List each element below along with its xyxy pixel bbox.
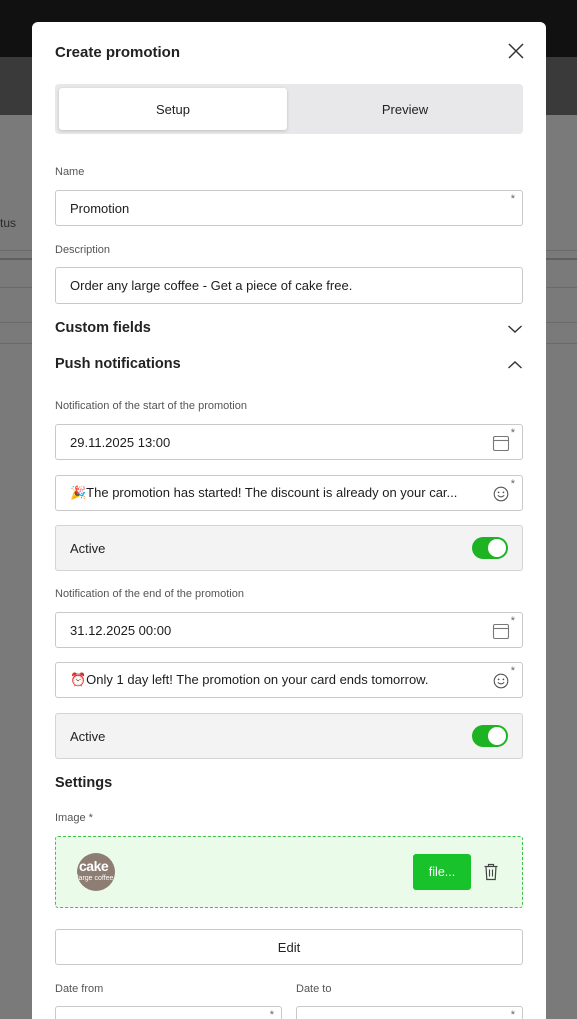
start-notification-label: Notification of the start of the promotion — [55, 400, 247, 412]
required-mark: * — [510, 1009, 515, 1019]
start-active-toggle[interactable] — [472, 537, 508, 559]
name-label: Name — [55, 166, 85, 178]
tab-preview[interactable]: Preview — [381, 101, 429, 117]
name-value: Promotion — [70, 200, 130, 216]
choose-file-button[interactable]: file... — [413, 854, 471, 890]
tabs — [55, 84, 523, 134]
image-thumbnail — [77, 853, 115, 891]
trash-icon[interactable] — [483, 863, 499, 881]
end-active-toggle[interactable] — [472, 725, 508, 747]
emoji-icon[interactable] — [492, 485, 510, 503]
required-mark: * — [510, 615, 515, 627]
image-thumbnail-text: cake — [79, 858, 109, 874]
end-date-field[interactable] — [55, 612, 523, 648]
toggle-knob — [488, 727, 506, 745]
chevron-down-icon[interactable] — [507, 321, 523, 337]
name-field[interactable] — [55, 190, 523, 226]
required-mark: * — [510, 427, 515, 439]
end-message-value: ⏰Only 1 day left! The promotion on your card ends tomorrow. — [70, 672, 429, 687]
required-mark: * — [510, 665, 515, 677]
required-mark: * — [510, 193, 515, 205]
tab-setup[interactable]: Setup — [59, 88, 287, 130]
description-label: Description — [55, 244, 111, 256]
create-promotion-modal — [32, 22, 546, 1019]
settings-title: Settings — [55, 775, 113, 791]
required-mark: * — [269, 1009, 274, 1019]
push-notifications-title[interactable]: Push notifications — [55, 356, 181, 372]
custom-fields-title[interactable]: Custom fields — [55, 320, 151, 336]
modal-title: Create promotion — [55, 44, 181, 61]
start-message-value: 🎉The promotion has started! The discount is already on your car... — [70, 485, 458, 500]
start-active-label: Active — [70, 540, 106, 556]
description-field[interactable] — [55, 267, 523, 304]
close-icon[interactable] — [507, 42, 525, 60]
image-label: Image * — [55, 812, 93, 824]
toggle-knob — [488, 539, 506, 557]
date-to-label: Date to — [296, 983, 332, 995]
calendar-icon[interactable] — [492, 622, 510, 640]
emoji-icon[interactable] — [492, 672, 510, 690]
image-thumbnail-subtext: large coffee — [77, 875, 114, 882]
calendar-icon[interactable] — [492, 434, 510, 452]
chevron-up-icon[interactable] — [507, 357, 523, 373]
date-to-field[interactable] — [296, 1006, 523, 1019]
end-date-value: 31.12.2025 00:00 — [70, 622, 172, 638]
edit-button[interactable]: Edit — [55, 929, 523, 965]
date-from-field[interactable] — [55, 1006, 282, 1019]
start-active-row — [55, 525, 523, 571]
start-message-field[interactable] — [55, 475, 523, 511]
background-status-fragment: tus — [0, 216, 17, 230]
end-active-label: Active — [70, 728, 106, 744]
end-notification-label: Notification of the end of the promotion — [55, 588, 244, 600]
start-date-field[interactable] — [55, 424, 523, 460]
end-message-field[interactable] — [55, 662, 523, 698]
description-value: Order any large coffee - Get a piece of cake free. — [70, 278, 353, 293]
start-date-value: 29.11.2025 13:00 — [70, 434, 171, 450]
image-upload-area[interactable] — [55, 836, 523, 908]
end-active-row — [55, 713, 523, 759]
date-from-label: Date from — [55, 983, 104, 995]
required-mark: * — [510, 478, 515, 490]
